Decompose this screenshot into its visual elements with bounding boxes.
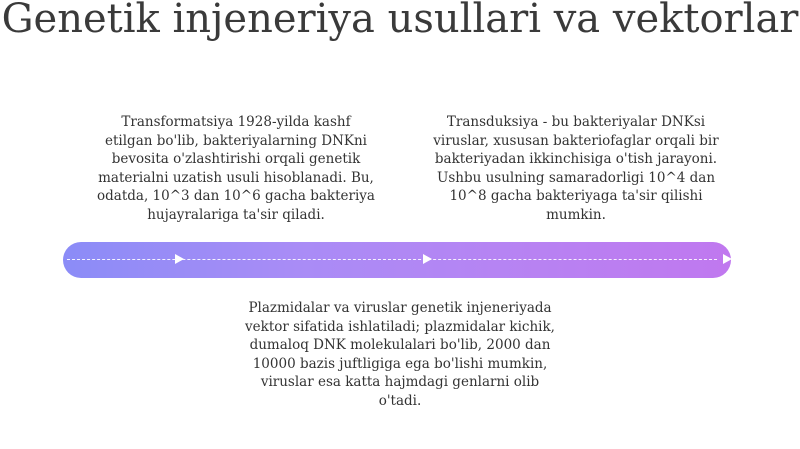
timeline-bar xyxy=(63,242,731,278)
timeline-dashed-line xyxy=(67,259,717,260)
arrow-right-icon xyxy=(723,254,732,264)
page-title: Genetik injeneriya usullari va vektorlar xyxy=(1,0,799,42)
transduction-text: Transduksiya - bu bakteriyalar DNKsi viruslar, xususan bakteriofaglar orqali bir bakteriyadan ikkinchisiga o'tish jarayoni. Ushbu usulning samaradorligi 10^4 dan 10^8 gacha bakteriyaga ta'sir qilishi mumkin. xyxy=(433,114,719,223)
arrow-right-icon xyxy=(423,254,432,264)
transformation-text: Transformatsiya 1928-yilda kashf etilgan bo'lib, bakteriyalarning DNKni bevosita o'zlashtirishi orqali genetik materialni uzatish usuli hisoblanadi. Bu, odatda, 10^3 dan 10^6 gacha bakteriya hujayralariga ta'sir qiladi. xyxy=(97,114,375,223)
arrow-right-icon xyxy=(175,254,184,264)
vectors-text: Plazmidalar va viruslar genetik injeneriyada vektor sifatida ishlatiladi; plazmidalar kichik, dumaloq DNK molekulalari bo'lib, 2000 dan 10000 bazis juftligiga ega bo'lishi mumkin, viruslar esa katta hajmdagi genlarni olib o'tadi. xyxy=(245,300,555,409)
